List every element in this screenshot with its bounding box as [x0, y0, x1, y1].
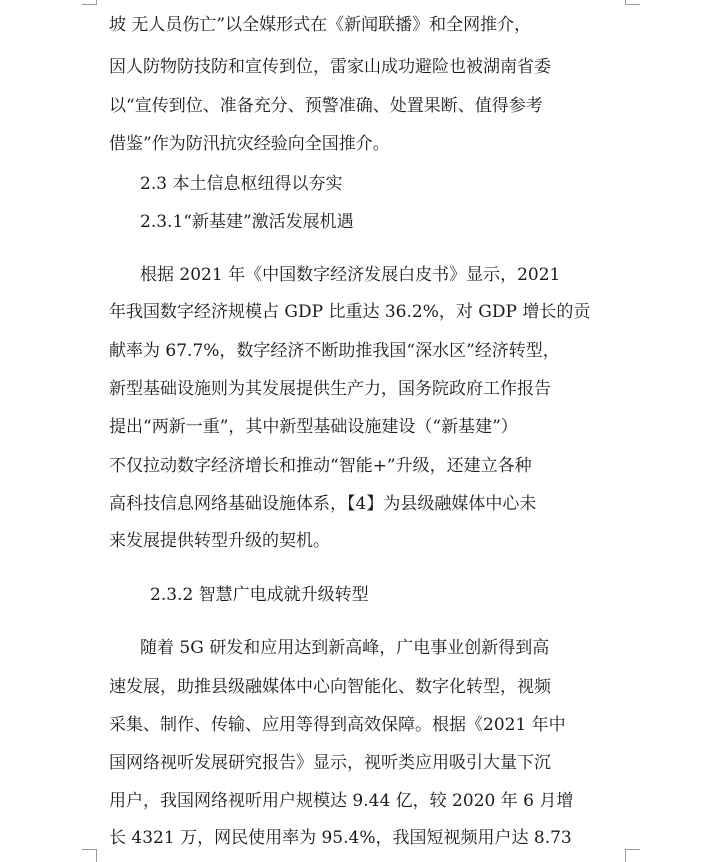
text-line: 采集、制作、传输、应用等得到高效保障。根据《2021 年中 — [109, 715, 566, 735]
text-line: 用户，我国网络视听用户规模达 9.44 亿，较 2020 年 6 月增 — [109, 791, 574, 811]
text-line: 年我国数字经济规模占 GDP 比重达 36.2%，对 GDP 增长的贡 — [109, 302, 591, 322]
section-heading-2-3: 2.3 本土信息枢纽得以夯实 — [140, 174, 343, 194]
text-line: 根据 2021 年《中国数字经济发展白皮书》显示，2021 — [140, 265, 561, 285]
text-line: 提出“两新一重”，其中新型基础设施建设（“新基建”） — [109, 417, 518, 437]
section-heading-2-3-2: 2.3.2 智慧广电成就升级转型 — [150, 585, 369, 605]
text-line: 随着 5G 研发和应用达到新高峰，广电事业创新得到高 — [140, 638, 550, 658]
text-line: 以“宣传到位、准备充分、预警准确、处置果断、值得参考 — [109, 96, 543, 116]
text-line: 献率为 67.7%，数字经济不断助推我国“深水区”经济转型， — [109, 341, 560, 361]
crop-mark-bottom-left — [82, 849, 97, 862]
text-line: 来发展提供转型升级的契机。 — [109, 531, 330, 551]
text-line: 坡 无人员伤亡”以全媒形式在《新闻联播》和全网推介， — [109, 15, 532, 35]
text-line: 长 4321 万，网民使用率为 95.4%，我国短视频用户达 8.73 — [109, 828, 572, 848]
crop-mark-top-left — [82, 0, 97, 5]
text-line: 不仅拉动数字经济增长和推动“智能+”升级，还建立各种 — [109, 456, 532, 476]
text-line: 高科技信息网络基础设施体系，【4】为县级融媒体中心未 — [109, 494, 537, 514]
section-heading-2-3-1: 2.3.1“新基建”激活发展机遇 — [140, 212, 354, 232]
text-line: 速发展，助推县级融媒体中心向智能化、数字化转型，视频 — [109, 677, 551, 697]
crop-mark-top-right — [625, 0, 640, 5]
text-line: 借鉴”作为防汛抗灾经验向全国推介。 — [109, 134, 390, 154]
text-line: 新型基础设施则为其发展提供生产力，国务院政府工作报告 — [109, 379, 551, 399]
crop-mark-bottom-right — [625, 849, 640, 862]
text-line: 因人防物防技防和宣传到位，雷家山成功避险也被湖南省委 — [109, 57, 551, 77]
text-line: 国网络视听发展研究报告》显示，视听类应用吸引大量下沉 — [109, 753, 551, 773]
